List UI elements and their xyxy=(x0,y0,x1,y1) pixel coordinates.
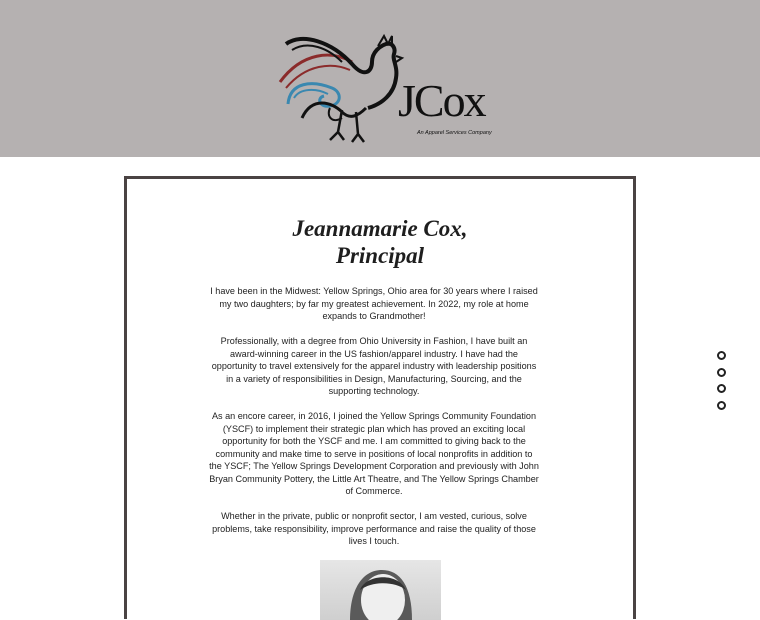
profile-card xyxy=(124,176,636,619)
title-name: Jeannamarie Cox, xyxy=(292,216,468,241)
bio-paragraph-4: Whether in the private, public or nonprofit sector, I am vested, curious, solve problems, take responsibility, improve performance and raise the quality of those lives I touch. xyxy=(212,511,536,546)
bio-paragraph-2: Professionally, with a degree from Ohio University in Fashion, I have built an award-winning career in the US fashion/apparel industry. I have had the opportunity to travel extensively for the apparel industry with leadership positions in a variety of responsibilities in Design, Manufacturing, Sourcing, and the supporting technology. xyxy=(211,336,537,396)
title-role: Principal xyxy=(335,243,425,268)
nav-dot-4[interactable] xyxy=(717,401,726,410)
bio-paragraph-1: I have been in the Midwest: Yellow Springs, Ohio area for 30 years where I raised my two daughters; by far my greatest achievement. In 2022, my role at home expands to Grandmother! xyxy=(210,286,538,321)
site-header xyxy=(0,0,760,157)
logo-tagline: An Apparel Services Company xyxy=(417,130,492,136)
nav-dot-3[interactable] xyxy=(717,384,726,393)
bio-paragraph-3: As an encore career, in 2016, I joined the Yellow Springs Community Foundation (YSCF) to implement their strategic plan which has proved an exciting local opportunity for both the YSCF and me. I am committed to giving back to the community and make time to serve in positions of local nonprofits in addition to the YSCF; The Yellow Springs Development Corporation and previously with John Bryan Community Pottery, the Little Art Theatre, and The Yellow Springs Chamber of Commerce. xyxy=(209,411,539,496)
page-title xyxy=(127,215,633,269)
portrait-photo xyxy=(320,560,441,620)
logo-wordmark: JCox xyxy=(398,75,485,126)
section-nav-dots xyxy=(717,351,726,417)
nav-dot-1[interactable] xyxy=(717,351,726,360)
nav-dot-2[interactable] xyxy=(717,368,726,377)
